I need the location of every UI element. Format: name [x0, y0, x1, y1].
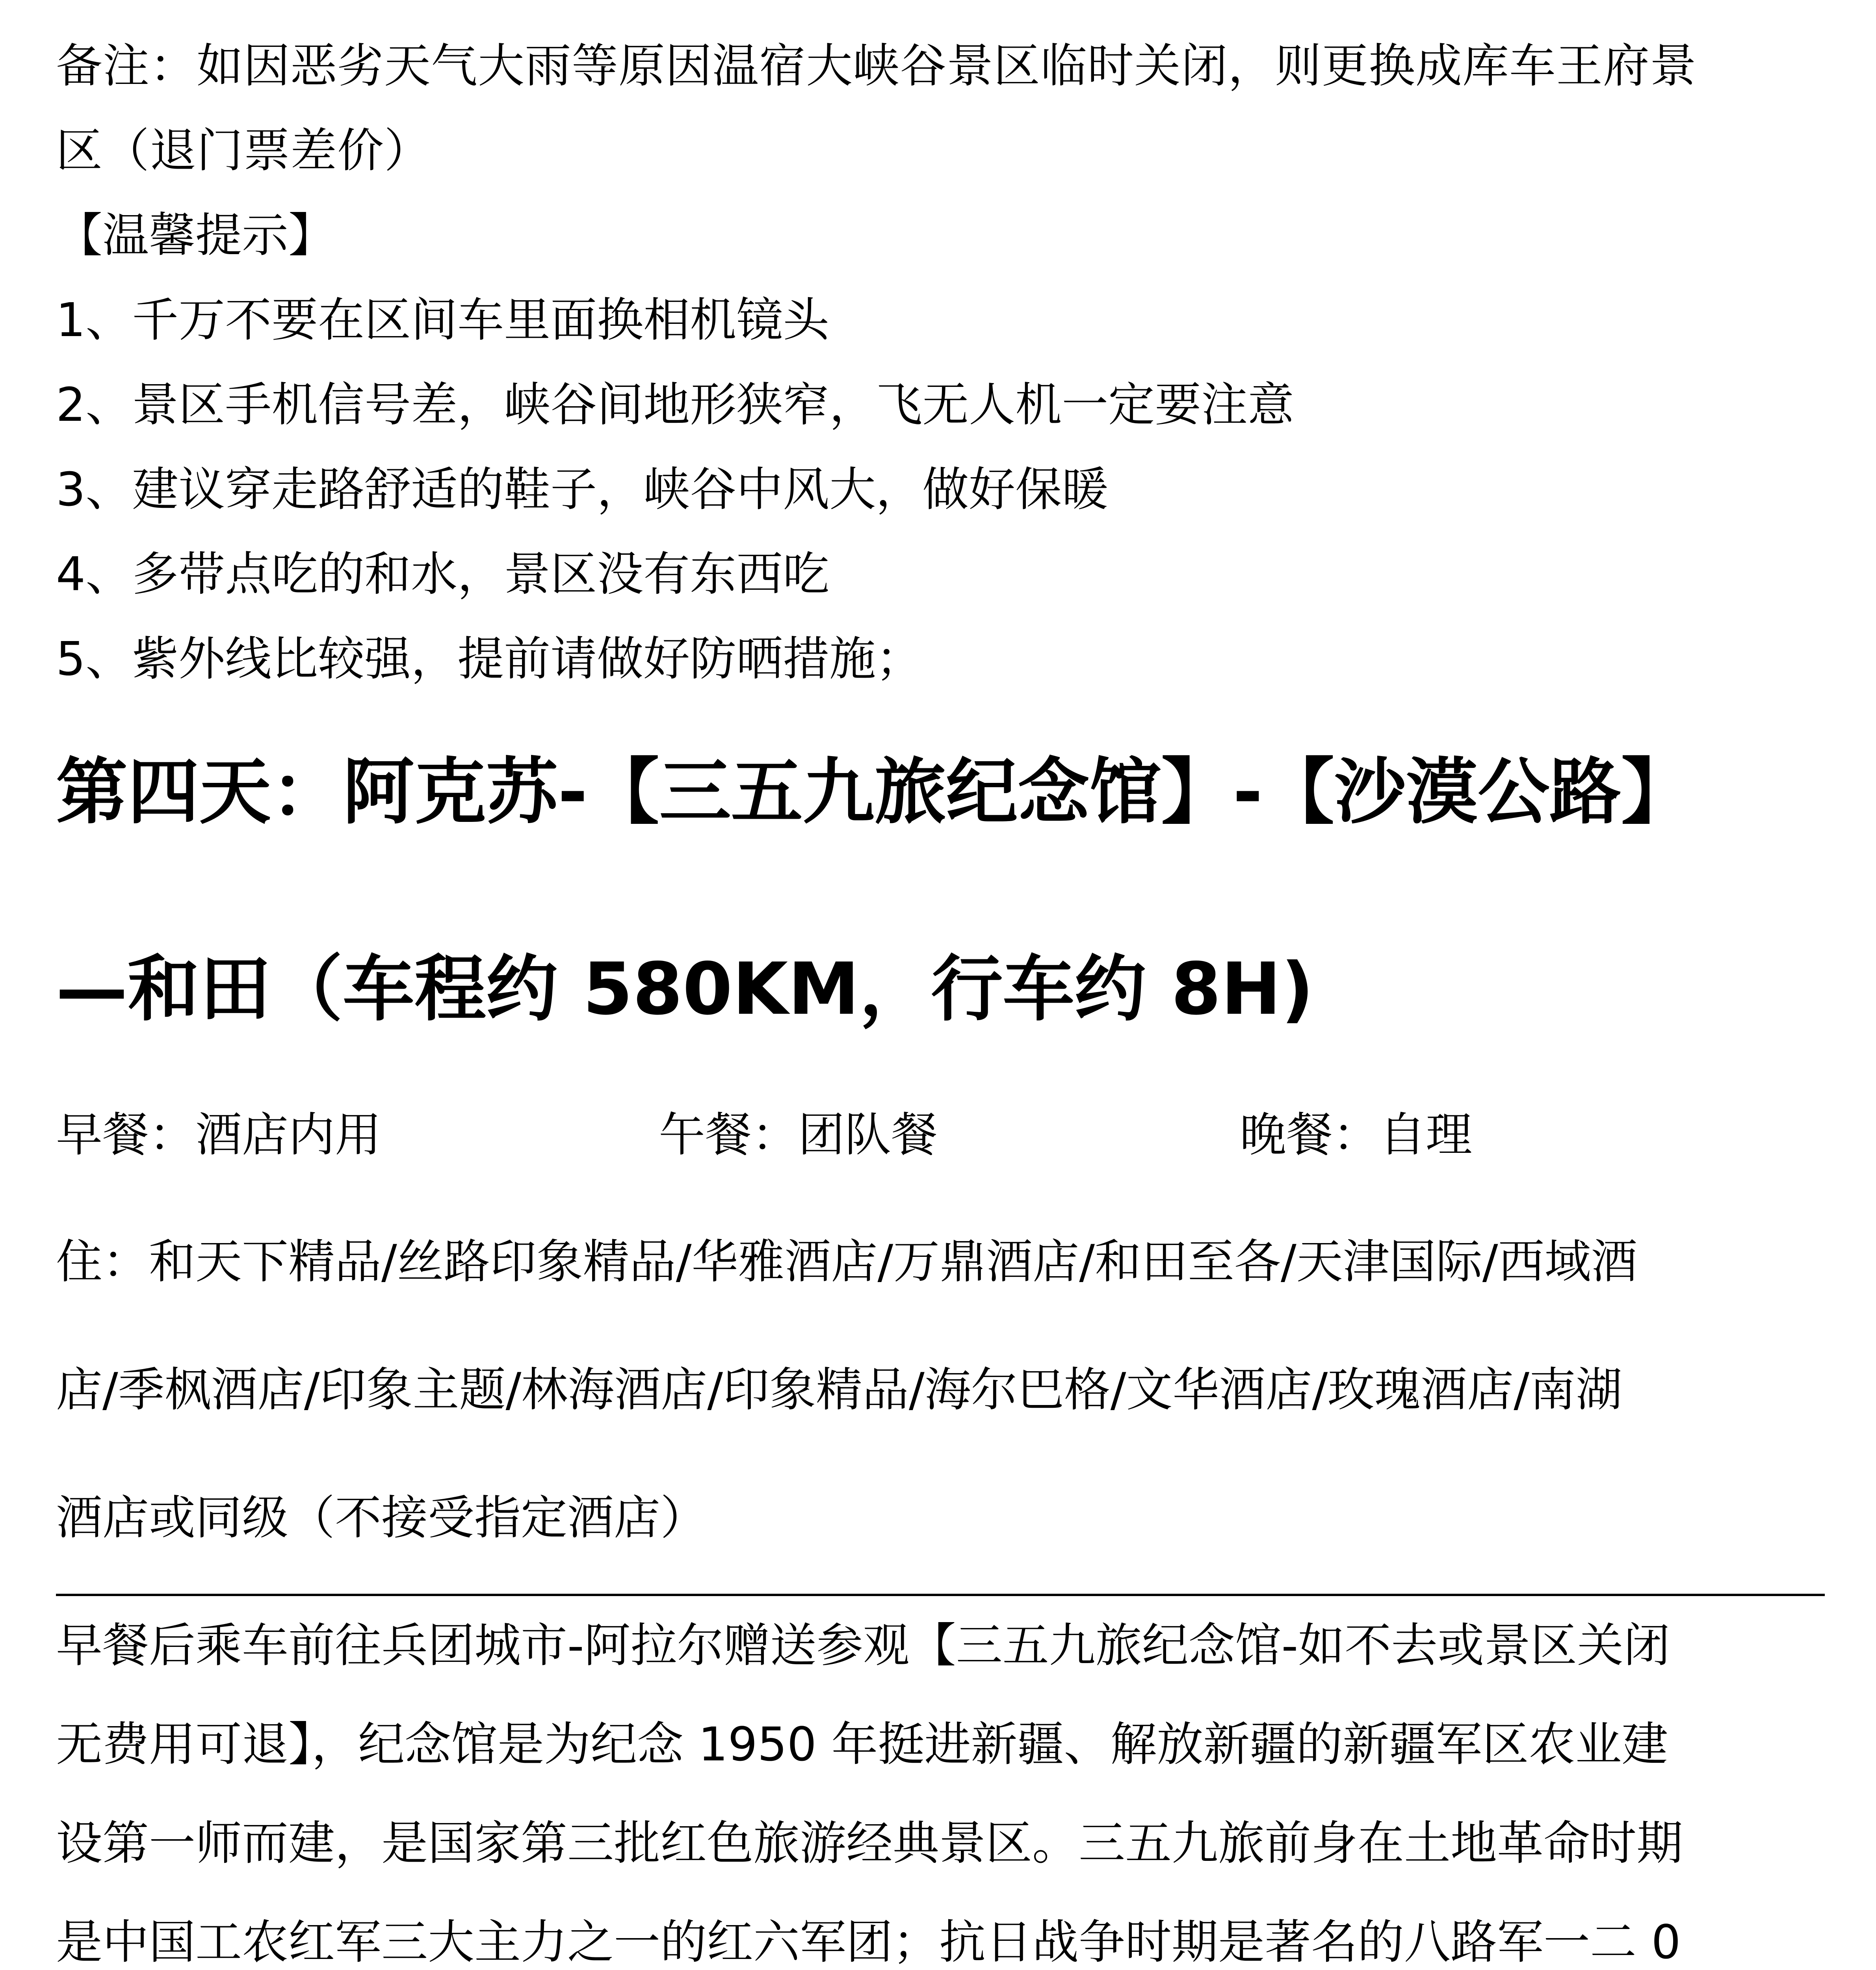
- tip-item: 2、景区手机信号差，峡谷间地形狭窄，飞无人机一定要注意: [56, 377, 1295, 432]
- tip-item: 5、紫外线比较强，提前请做好防晒措施；: [56, 632, 923, 686]
- itinerary-description: [56, 1596, 1825, 1970]
- tip-item: 4、多带点吃的和水，景区没有东西吃: [56, 547, 830, 601]
- day-heading: [56, 693, 1825, 1087]
- meal-breakfast: 早餐：酒店内用: [56, 1108, 382, 1162]
- note-paragraph: [56, 24, 1825, 193]
- description-line: 是中国工农红军三大主力之一的红六军团；抗日战争时期是著名的八路军一二 0: [56, 1915, 1681, 1969]
- tips-title: 【温馨提示】: [56, 208, 335, 262]
- lodging-line: 酒店或同级（不接受指定酒店）: [56, 1491, 707, 1545]
- tip-item: 1、千万不要在区间车里面换相机镜头: [56, 293, 830, 347]
- meals-row: [56, 1072, 1825, 1198]
- description-line: 设第一师而建，是国家第三批红色旅游经典景区。三五九旅前身在土地革命时期: [56, 1816, 1683, 1870]
- lodging-line: 店/季枫酒店/印象主题/林海酒店/印象精品/海尔巴格/文华酒店/玫瑰酒店/南湖: [56, 1362, 1623, 1417]
- description-line: 无费用可退】，纪念馆是为纪念 1950 年挺进新疆、解放新疆的新疆军区农业建: [56, 1717, 1668, 1771]
- day-heading-line: —和田（车程约 580KM，行车约 8H): [56, 947, 1314, 1031]
- description-line: 早餐后乘车前往兵团城市-阿拉尔赠送参观【三五九旅纪念馆-如不去或景区关闭: [56, 1618, 1670, 1673]
- note-line: 备注：如因恶劣天气大雨等原因温宿大峡谷景区临时关闭，则更换成库车王府景: [56, 39, 1697, 93]
- lodging-paragraph: [56, 1198, 1825, 1582]
- meal-dinner: 晚餐：自理: [1240, 1108, 1473, 1162]
- note-line: 区（退门票差价）: [56, 123, 431, 178]
- tips-list: [56, 278, 1825, 701]
- meal-lunch: 午餐：团队餐: [659, 1108, 938, 1162]
- day-heading-line: 第四天：阿克苏-【三五九旅纪念馆】-【沙漠公路】: [56, 750, 1693, 834]
- tip-item: 3、建议穿走路舒适的鞋子，峡谷中风大，做好保暖: [56, 462, 1109, 517]
- lodging-line: 住：和天下精品/丝路印象精品/华雅酒店/万鼎酒店/和田至各/天津国际/西域酒: [56, 1234, 1638, 1289]
